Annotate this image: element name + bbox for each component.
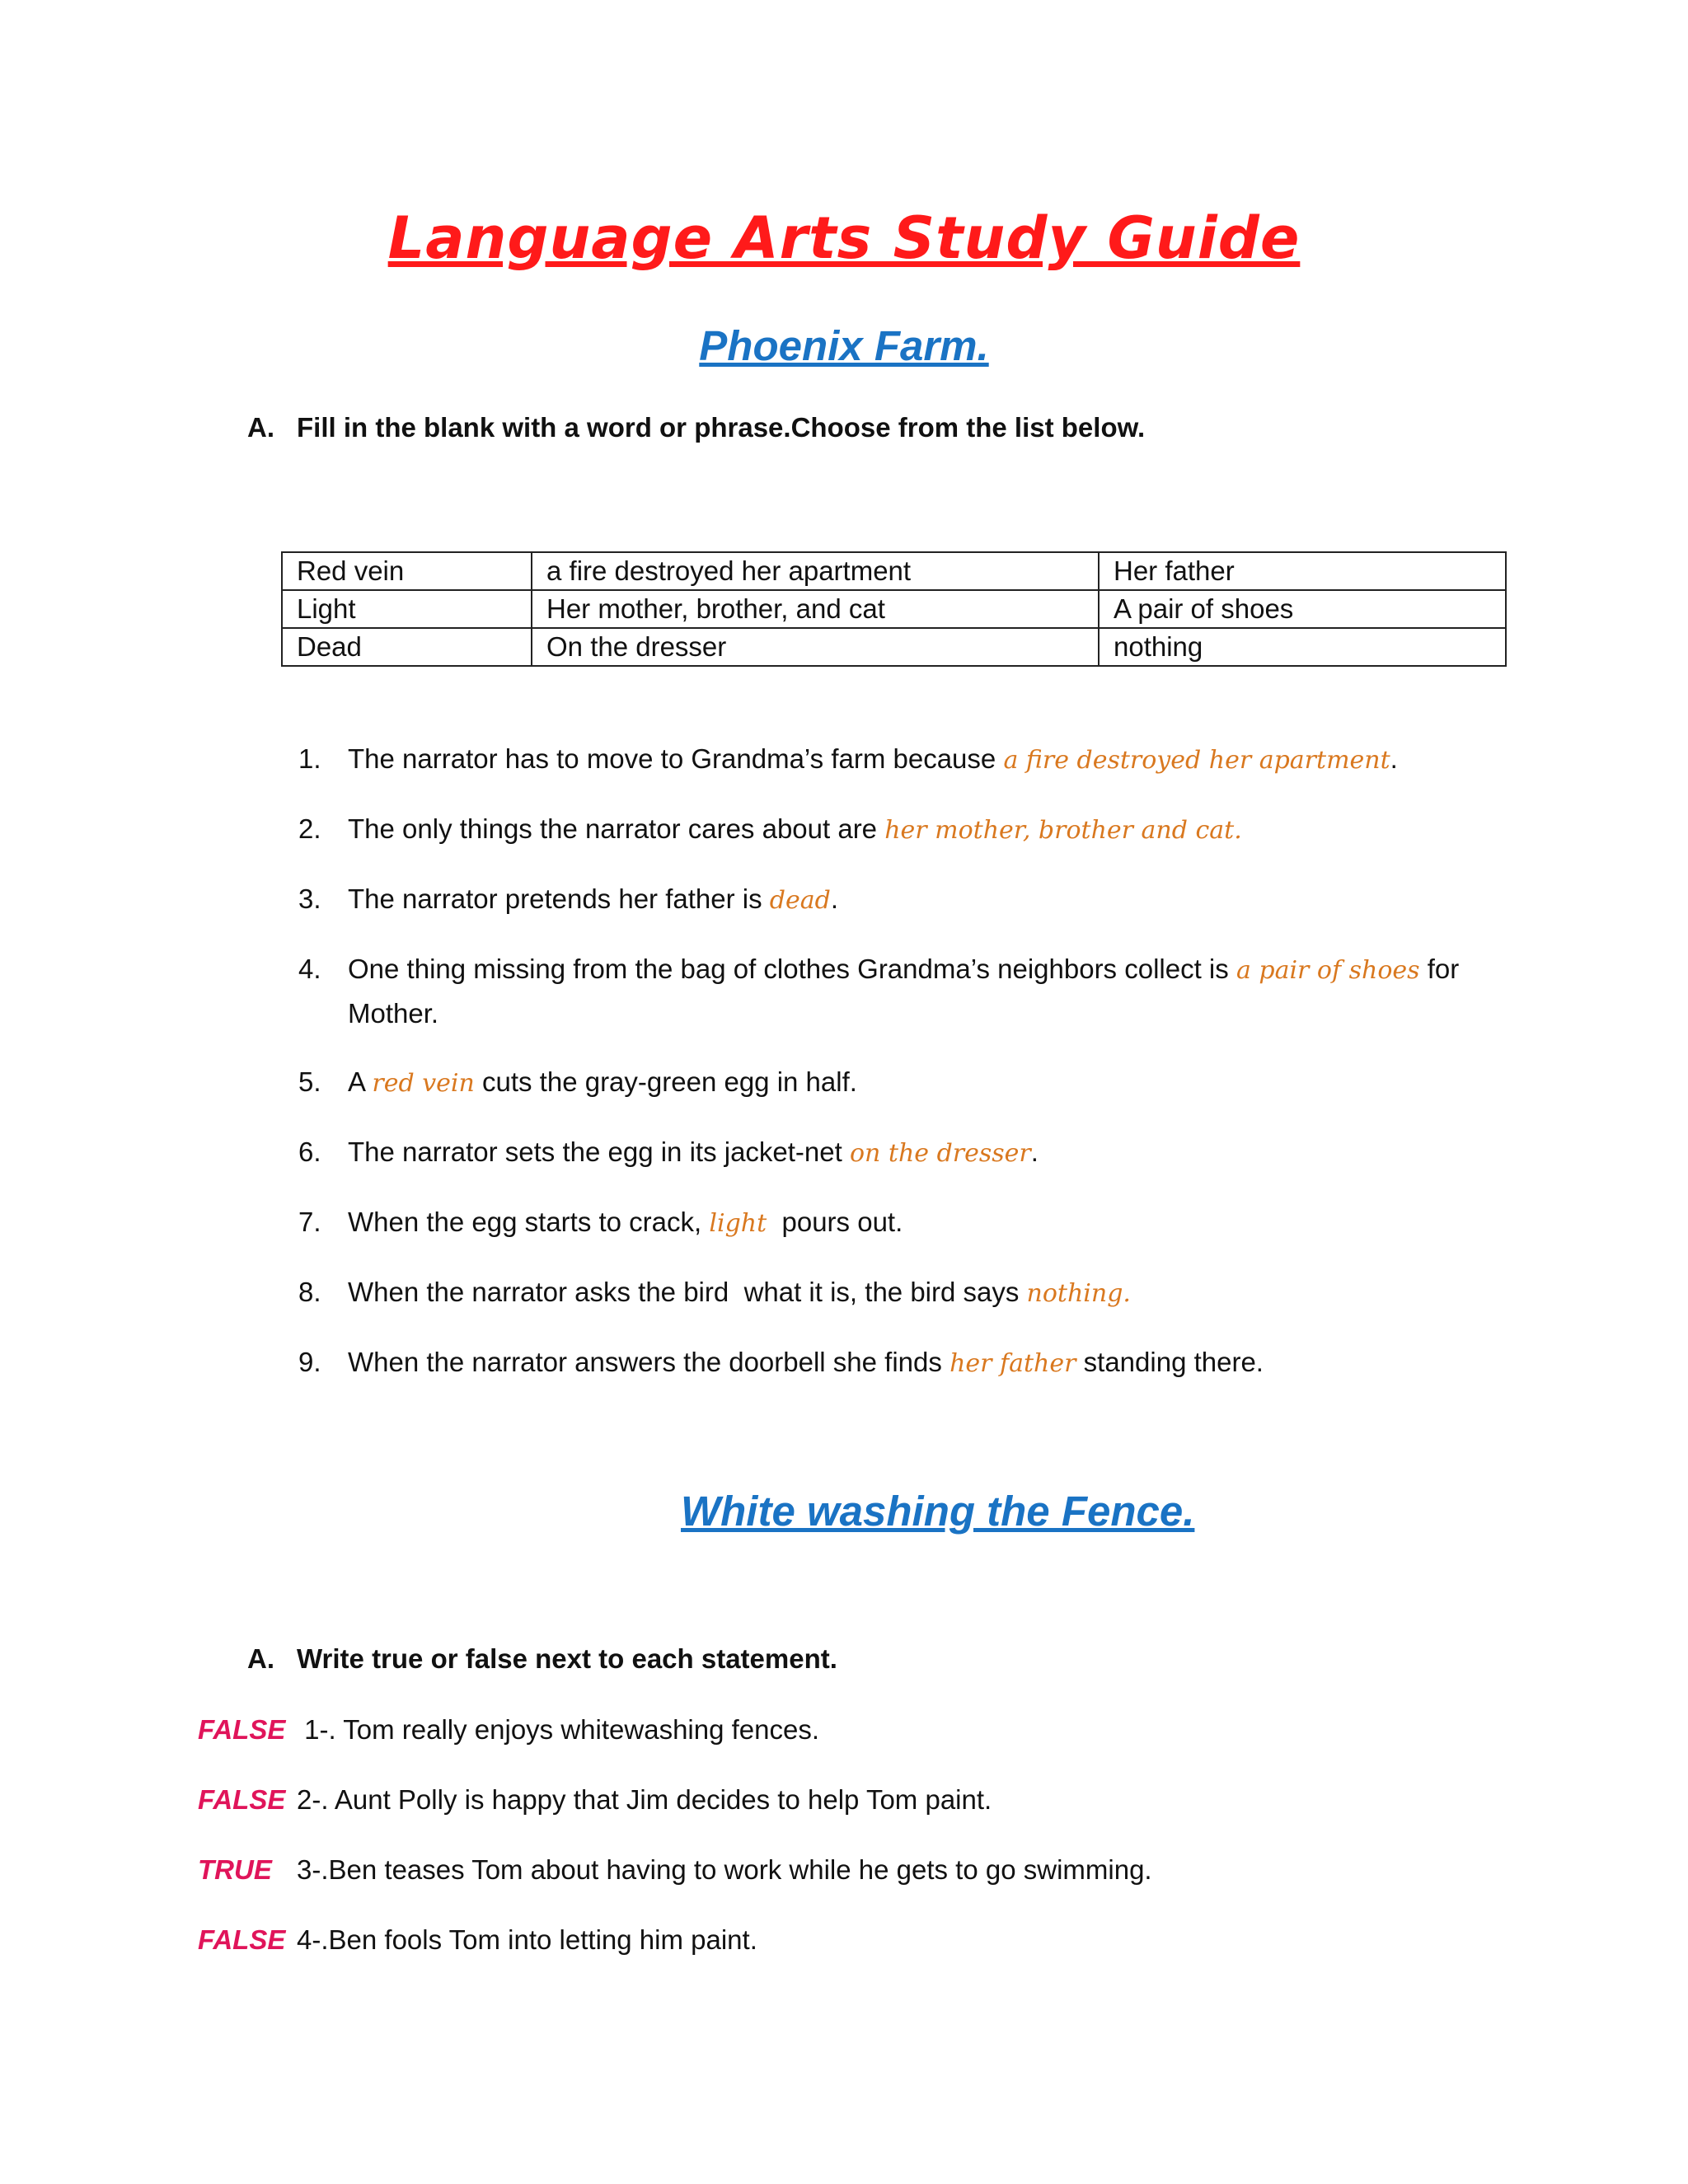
table-cell: Her father	[1099, 552, 1506, 590]
tf-statement: 2-. Aunt Polly is happy that Jim decides to help Tom paint.	[297, 1784, 992, 1815]
answer-text: dead	[769, 886, 831, 915]
table-cell: Light	[282, 590, 532, 628]
answer-text: red vein	[372, 1069, 475, 1098]
question-text: When the narrator asks the bird what it is, the bird says	[348, 1277, 1027, 1307]
question-text: When the narrator answers the doorbell she finds	[348, 1347, 950, 1377]
question-text-end: pours out.	[767, 1207, 903, 1237]
question-number: 5.	[298, 1066, 321, 1097]
answer-text: nothing.	[1026, 1279, 1131, 1308]
question-text: The only things the narrator cares about are	[348, 813, 885, 844]
question-text: A	[348, 1066, 373, 1097]
question-number: 3.	[298, 883, 321, 914]
question-number: 4.	[298, 954, 321, 984]
answer-text: on the dresser	[849, 1139, 1031, 1168]
instruction-text: Write true or false next to each statement.	[297, 1643, 837, 1674]
question-9	[298, 1341, 1264, 1385]
tf-label: FALSE	[198, 1714, 286, 1745]
table-row	[282, 590, 1506, 628]
question-number: 7.	[298, 1207, 321, 1237]
section-heading-white-washing: White washing the Fence.	[681, 1488, 1195, 1535]
word-bank-table	[281, 551, 1507, 667]
question-number: 9.	[298, 1347, 321, 1377]
section1-instruction	[247, 412, 1145, 443]
table-cell: Red vein	[282, 552, 532, 590]
question-text-end: .	[1390, 743, 1398, 774]
question-5	[298, 1061, 857, 1105]
tf-label: TRUE	[198, 1854, 272, 1885]
tf-label: FALSE	[198, 1784, 286, 1815]
question-number: 2.	[298, 813, 321, 844]
question-3	[298, 878, 838, 922]
answer-text: light	[709, 1209, 767, 1238]
question-8	[298, 1271, 1131, 1315]
instruction-letter: A.	[247, 1643, 274, 1674]
section2-instruction	[247, 1643, 837, 1675]
question-text: The narrator pretends her father is	[348, 883, 770, 914]
question-text-end: cuts the gray-green egg in half.	[474, 1066, 857, 1097]
answer-text: a fire destroyed her apartment	[1003, 746, 1390, 775]
section-heading-phoenix-farm: Phoenix Farm.	[699, 322, 989, 369]
question-number: 1.	[298, 743, 321, 774]
table-cell: nothing	[1099, 628, 1506, 666]
tf-statement: 3-.Ben teases Tom about having to work while he gets to go swimming.	[297, 1854, 1152, 1885]
answer-text: her mother, brother and cat.	[884, 816, 1242, 845]
answer-text: her father	[950, 1349, 1076, 1378]
instruction-text: Fill in the blank with a word or phrase.Choose from the list below.	[297, 412, 1146, 443]
question-1	[298, 738, 1398, 782]
question-text-end: .	[1030, 1137, 1039, 1167]
question-text: The narrator has to move to Grandma’s farm because	[348, 743, 1004, 774]
question-text: One thing missing from the bag of clothes Grandma’s neighbors collect is	[348, 954, 1236, 984]
question-text-end: .	[830, 883, 838, 914]
page-title: Language Arts Study Guide	[387, 204, 1301, 272]
instruction-letter: A.	[247, 412, 274, 443]
table-cell: a fire destroyed her apartment	[532, 552, 1099, 590]
question-4	[298, 948, 1460, 1035]
question-2	[298, 808, 1242, 852]
question-text-line2: Mother.	[348, 998, 439, 1029]
table-cell: A pair of shoes	[1099, 590, 1506, 628]
table-cell: On the dresser	[532, 628, 1099, 666]
table-cell: Dead	[282, 628, 532, 666]
tf-statement: 1-. Tom really enjoys whitewashing fences.	[297, 1714, 820, 1745]
answer-text: a pair of shoes	[1236, 956, 1420, 985]
table-cell: Her mother, brother, and cat	[532, 590, 1099, 628]
question-text-end: for	[1419, 954, 1460, 984]
question-number: 6.	[298, 1137, 321, 1167]
question-text-end: standing there.	[1076, 1347, 1264, 1377]
question-number: 8.	[298, 1277, 321, 1307]
table-row	[282, 552, 1506, 590]
tf-label: FALSE	[198, 1924, 286, 1955]
question-text: The narrator sets the egg in its jacket-net	[348, 1137, 850, 1167]
question-6	[298, 1131, 1039, 1175]
question-text: When the egg starts to crack,	[348, 1207, 710, 1237]
table-row	[282, 628, 1506, 666]
tf-statement: 4-.Ben fools Tom into letting him paint.	[297, 1924, 757, 1955]
question-7	[298, 1201, 903, 1245]
